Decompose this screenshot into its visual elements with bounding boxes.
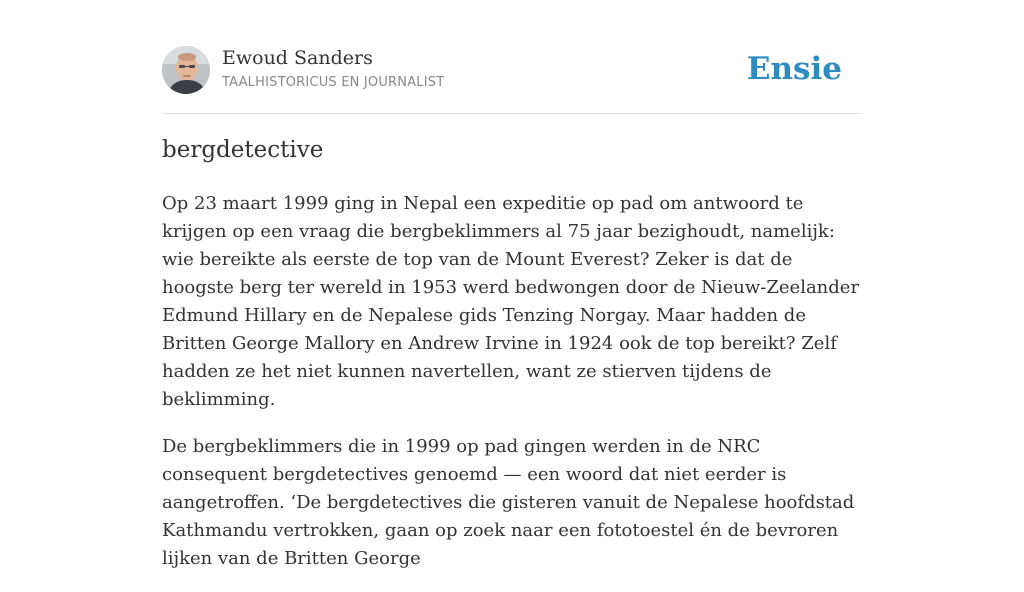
header-divider: [162, 113, 862, 114]
paragraph: De bergbeklimmers die in 1999 op pad gingen werden in de NRC consequent bergdetectives genoemd — een woord dat niet eerder is aangetroffen. ‘De bergdetectives die gisteren vanuit de Nepalese hoofdstad Kathmandu vertrokken, gaan op zoek naar een fototoestel én de bevroren lijken van de Britten George: [162, 436, 855, 569]
author-role: TAALHISTORICUS EN JOURNALIST: [222, 75, 445, 90]
author-name[interactable]: Ewoud Sanders: [222, 47, 373, 69]
avatar-photo: [162, 46, 210, 94]
author-avatar[interactable]: [162, 46, 210, 94]
brand-logo[interactable]: Ensie: [746, 51, 842, 87]
article-body: [162, 190, 864, 592]
article-title: bergdetective: [162, 137, 324, 163]
author-header: [162, 46, 862, 96]
paragraph: Op 23 maart 1999 ging in Nepal een expeditie op pad om antwoord te krijgen op een vraag die bergbeklimmers al 75 jaar bezighoudt, namelijk: wie bereikte als eerste de top van de Mount Everest? Zeker is dat de hoogste berg ter wereld in 1953 werd bedwongen door de Nieuw-Zeelander Edmund Hillary en de Nepalese gids Tenzing Norgay. Maar hadden de Britten George Mallory en Andrew Irvine in 1924 ook de top bereikt? Zelf hadden ze het niet kunnen navertellen, want ze stierven tijdens de beklimming.: [162, 193, 860, 410]
